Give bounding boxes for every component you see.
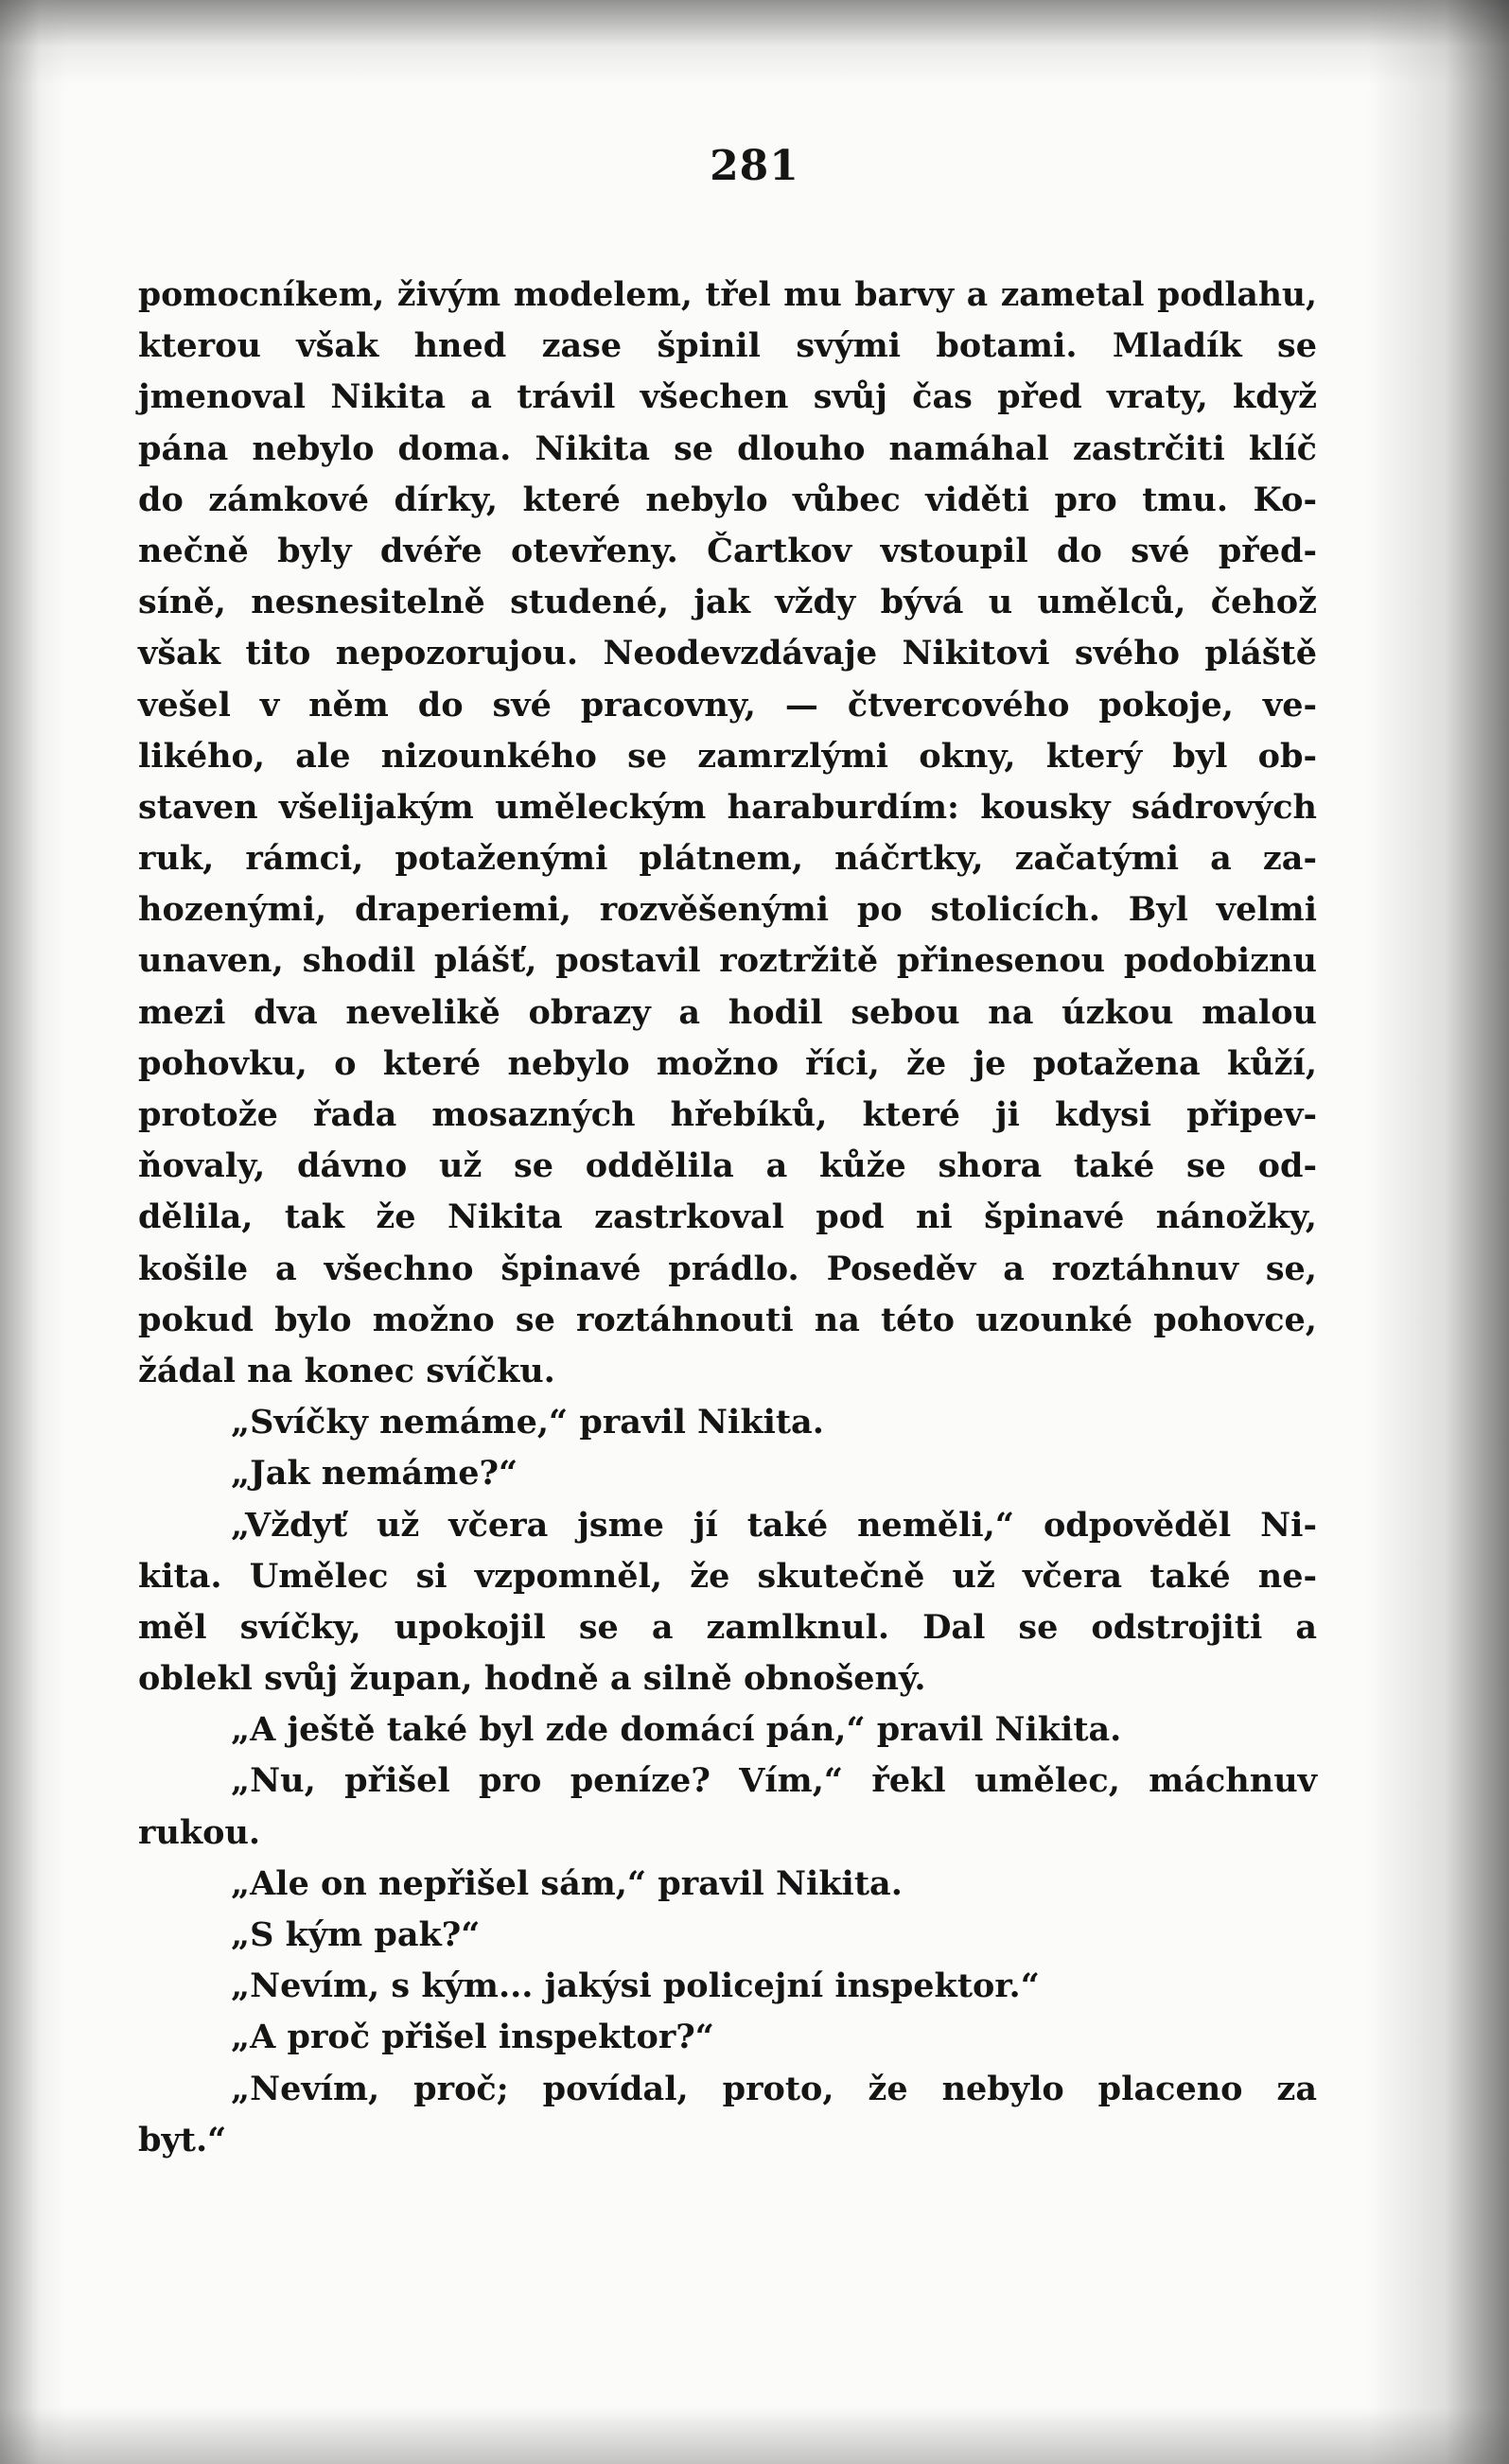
text-line: nečně byly dvéře otevřeny. Čartkov vstoupil do své před- xyxy=(138,531,1317,570)
scan-shadow-right xyxy=(1367,0,1509,2464)
text-line: „Ale on nepřišel sám,“ pravil Nikita. xyxy=(231,1863,903,1903)
text-line: ruk, rámci, potaženými plátnem, náčrtky, začatými a za- xyxy=(138,839,1317,879)
scan-shadow-top xyxy=(0,0,1509,85)
body-text xyxy=(138,270,1317,2166)
scan-shadow-bottom xyxy=(0,2407,1509,2464)
text-line: žádal na konec svíčku. xyxy=(138,1351,555,1390)
text-line: kita. Umělec si vzpomněl, že skutečně už včera také ne- xyxy=(138,1556,1317,1596)
text-line: košile a všechno špinavé prádlo. Poseděv a roztáhnuv se, xyxy=(138,1249,1317,1288)
text-line: „Svíčky nemáme,“ pravil Nikita. xyxy=(231,1403,824,1442)
text-line: „Jak nemáme?“ xyxy=(231,1454,518,1494)
text-line: „Nevím, proč; povídal, proto, že nebylo placeno za xyxy=(231,2069,1317,2108)
text-line: jmenoval Nikita a trávil všechen svůj čas před vraty, když xyxy=(138,377,1317,417)
text-line: staven všelijakým uměleckým haraburdím: kousky sádrových xyxy=(138,787,1317,827)
text-line: pohovku, o které nebylo možno říci, že je potažena kůží, xyxy=(138,1043,1317,1083)
scan-shadow-left xyxy=(0,0,66,2464)
text-line: unaven, shodil plášť, postavil roztržitě přinesenou podobiznu xyxy=(138,941,1317,981)
text-line: „Nevím, s kým... jakýsi policejní inspektor.“ xyxy=(231,1966,1040,2006)
text-line: měl svíčky, upokojil se a zamlknul. Dal se odstrojiti a xyxy=(138,1607,1317,1647)
text-line: „S kým pak?“ xyxy=(231,1915,481,1954)
text-line: do zámkové dírky, které nebylo vůbec viděti pro tmu. Ko- xyxy=(138,480,1317,519)
text-line: „A proč přišel inspektor?“ xyxy=(231,2018,714,2057)
text-line: „A ještě také byl zde domácí pán,“ pravil Nikita. xyxy=(231,1710,1122,1750)
text-line: pokud bylo možno se roztáhnouti na této uzounké pohovce, xyxy=(138,1300,1317,1339)
text-line: vešel v něm do své pracovny, — čtvercového pokoje, ve- xyxy=(138,685,1317,725)
text-line: oblekl svůj župan, hodně a silně obnošený. xyxy=(138,1659,926,1699)
text-line: pána nebylo doma. Nikita se dlouho namáhal zastrčiti klíč xyxy=(138,428,1317,468)
page-number: 281 xyxy=(710,142,799,190)
text-line: pomocníkem, živým modelem, třel mu barvy a zametal podlahu, xyxy=(138,276,1317,314)
text-line: dělila, tak že Nikita zastrkoval pod ni špinavé nánožky, xyxy=(138,1197,1317,1237)
text-line: ňovaly, dávno už se oddělila a kůže shora také se od- xyxy=(138,1146,1317,1186)
text-line: hozenými, draperiemi, rozvěšenými po stolicích. Byl velmi xyxy=(138,890,1317,930)
text-line: protože řada mosazných hřebíků, které ji kdysi připev- xyxy=(138,1095,1317,1134)
text-line: „Vždyť už včera jsme jí také neměli,“ odpověděl Ni- xyxy=(231,1505,1317,1545)
text-line: kterou však hned zase špinil svými botami. Mladík se xyxy=(138,326,1317,366)
text-line: rukou. xyxy=(138,1812,261,1852)
text-line: síně, nesnesitelně studené, jak vždy bývá u umělců, čehož xyxy=(138,583,1317,622)
text-line: mezi dva nevelikě obrazy a hodil sebou na úzkou malou xyxy=(138,992,1317,1032)
text-line: „Nu, přišel pro peníze? Vím,“ řekl umělec, máchnuv xyxy=(231,1761,1317,1801)
text-line: byt.“ xyxy=(138,2120,227,2159)
text-line: však tito nepozorujou. Neodevzdávaje Nikitovi svého pláště xyxy=(138,634,1317,673)
text-line: likého, ale nizounkého se zamrzlými okny, který byl ob- xyxy=(138,736,1317,776)
